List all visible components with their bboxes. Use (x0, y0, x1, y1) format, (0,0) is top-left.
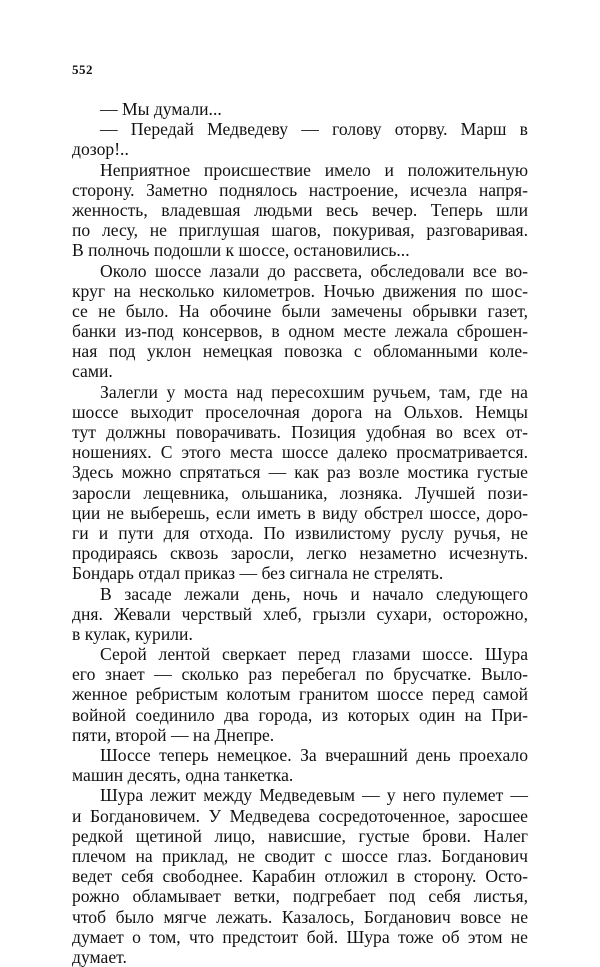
text-line: ведет себя свободнее. Карабин отложил в сторону. Осто- (72, 866, 528, 887)
text-line: — Передай Медведеву — голову оторву. Марш в (100, 119, 528, 140)
text-line: в кулак, курили. (72, 623, 193, 644)
text-line: дозор!.. (72, 139, 129, 160)
text-line: Шура лежит между Медведевым — у него пулемет — (100, 785, 528, 806)
text-line: Около шоссе лазали до рассвета, обследовали все во- (100, 260, 528, 281)
text-line: Бондарь отдал приказ — без сигнала не стрелять. (72, 563, 444, 584)
text-line: Неприятное происшествие имело и положительную (100, 159, 528, 180)
body-text (72, 99, 528, 967)
text-line: Шоссе теперь немецкое. За вчерашний день проехало (100, 745, 528, 765)
text-line: пяти, второй — на Днепре. (72, 724, 275, 745)
text-line: женное ребристым колотым гранитом шоссе перед самой (72, 684, 528, 705)
text-line: се не было. На обочине были замечены обрывки газет, (72, 300, 528, 321)
text-line: шоссе выходит проселочная дорога на Ольхов. Немцы (72, 401, 528, 422)
text-line: ная под уклон немецкая повозка с обломанными коле- (72, 341, 528, 362)
text-line: ги и пути для отхода. По извилистому руслу ручья, не (72, 522, 528, 543)
text-line: по лесу, не приглушая шагов, покуривая, разговаривая. (72, 220, 528, 241)
text-line: дня. Жевали черствый хлеб, грызли сухари, осторожно, (72, 603, 528, 624)
text-line: его знает — сколько раз перебегал по брусчатке. Выло- (72, 664, 528, 685)
text-line: войной соединило два города, из которых один на При- (72, 704, 528, 725)
text-line: тут должны поворачивать. Позиция удобная во всех от- (72, 422, 528, 442)
text-line: рожно обламывает ветки, подгребает под себя листья, (72, 886, 528, 907)
text-line: — Мы думали... (100, 99, 222, 119)
text-line: Серой лентой сверкает перед глазами шоссе. Шура (100, 644, 528, 665)
text-line: банки из-под консервов, в одном месте лежала сброшен- (72, 321, 528, 342)
text-line: женность, владевшая людьми весь вечер. Теперь шли (72, 199, 528, 220)
text-line: Залегли у моста над пересохшим ручьем, там, где на (100, 381, 528, 402)
text-line: плечом на приклад, не сводит с шоссе глаз. Богданович (72, 845, 528, 866)
text-line: Здесь можно спрятаться — как раз возле мостика густые (72, 462, 528, 483)
text-line: и Богдановичем. У Медведева сосредоточенное, заросшее (72, 805, 528, 826)
text-line: машин десять, одна танкетка. (72, 765, 294, 786)
text-line: ции не выберешь, если иметь в виду обстрел шоссе, доро- (72, 502, 528, 523)
text-line: сторону. Заметно поднялось настроение, исчезла напря- (72, 179, 528, 200)
text-line: думает. (72, 946, 127, 967)
page-number: 552 (72, 62, 93, 77)
text-line: думает о том, что предстоит бой. Шура тоже об этом не (72, 926, 528, 947)
text-line: чтоб было мягче лежать. Казалось, Богданович вовсе не (72, 906, 528, 927)
text-line: сами. (72, 361, 113, 382)
text-line: продираясь сквозь заросли, легко незаметно исчезнуть. (72, 543, 528, 564)
text-line: заросли лещевника, ольшаника, лозняка. Лучшей пози- (72, 482, 528, 503)
text-line: В полночь подошли к шоссе, остановились... (72, 240, 410, 261)
text-line: В засаде лежали день, ночь и начало следующего (100, 583, 528, 604)
text-line: редкой щетиной лицо, нависшие, густые брови. Налег (72, 825, 528, 846)
text-line: круг на несколько километров. Ночью движения по шос- (72, 280, 528, 301)
text-line: ношениях. С этого места шоссе далеко просматривается. (72, 442, 528, 463)
